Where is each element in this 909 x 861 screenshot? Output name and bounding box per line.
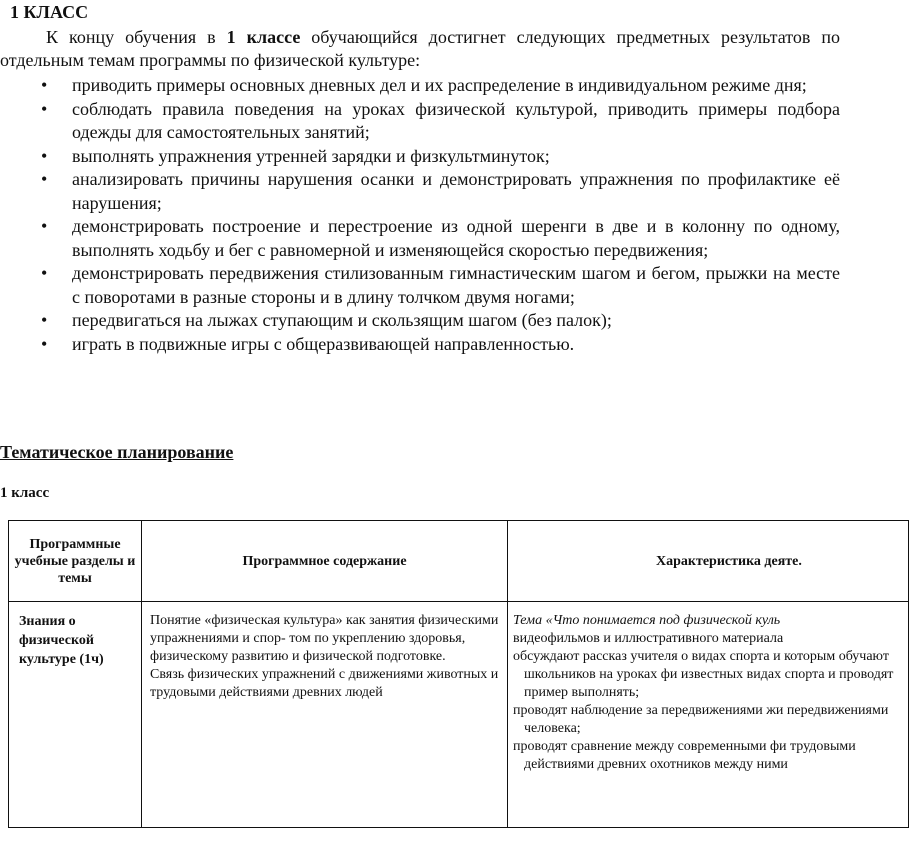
content-text-2: Связь физических упражнений с движениями животных и трудовыми действиями древних людей [150, 667, 499, 700]
plan-table-wrapper [8, 520, 894, 820]
activity-theme: Тема «Что понимается под физической куль [513, 613, 781, 628]
content-text: Понятие «физическая культура» как занятия физическими упражнениями и спор- том по укреплению здоровья, физическому развитию и физической подготовке. [150, 613, 499, 664]
header-content: Программное содержание [142, 521, 508, 602]
intro-bold: 1 классе [226, 27, 301, 47]
grade-title: 1 класс [0, 485, 50, 501]
intro-rest: обучающийся достигнет следующих предметных результатов по отдельным темам программы по физической культуре: [0, 27, 840, 70]
section-title: 1 КЛАСС [10, 2, 89, 22]
list-item: • демонстрировать передвижения стилизованным гимнастическим шагом и бегом, прыжки на месте с поворотами в разные стороны и в длину толчком двумя ногами; [0, 262, 840, 309]
list-item: • играть в подвижные игры с общеразвивающей направленностью. [0, 333, 840, 357]
list-item: • выполнять упражнения утренней зарядки и физкультминуток; [0, 145, 840, 169]
list-item: • демонстрировать построение и перестроение из одной шеренги в две и в колонну по одному, выполнять ходьбу и бег с равномерной и изменяющейся скоростью передвижения; [0, 215, 840, 262]
activity-2: обсуждают рассказ учителя о видах спорта и которым обучают школьников на уроках фи известных видах спорта и проводят пример выполнять; [513, 649, 894, 700]
intro-paragraph [0, 26, 840, 72]
activity-4: проводят сравнение между современными фи трудовыми действиями древних охотников между ними [513, 739, 856, 772]
plan-table [8, 520, 909, 828]
row-section: Знания о физической культуре (1ч) [9, 602, 142, 828]
header-sections: Программные учебные разделы и темы [9, 521, 142, 602]
plan-title: Тематическое планирование [0, 442, 234, 462]
list-item: • анализировать причины нарушения осанки и демонстрировать упражнения по профилактике её нарушения; [0, 168, 840, 215]
list-item: • передвигаться на лыжах ступающим и скользящим шагом (без палок); [0, 309, 840, 333]
row-content [142, 602, 508, 828]
header-activity: Характеристика деяте. [508, 521, 909, 602]
list-item: • приводить примеры основных дневных дел и их распределение в индивидуальном режиме дня; [0, 74, 840, 98]
activity-3: проводят наблюдение за передвижениями жи передвижениями человека; [513, 703, 889, 736]
table-row [9, 602, 909, 828]
row-activity [508, 602, 909, 828]
results-list [0, 74, 840, 356]
table-header-row [9, 521, 909, 602]
list-item: • соблюдать правила поведения на уроках физической культурой, приводить примеры подбора одежды для самостоятельных занятий; [0, 98, 840, 145]
intro-lead: К концу обучения в [46, 27, 227, 47]
activity-1: видеофильмов и иллюстративного материала [513, 631, 784, 646]
